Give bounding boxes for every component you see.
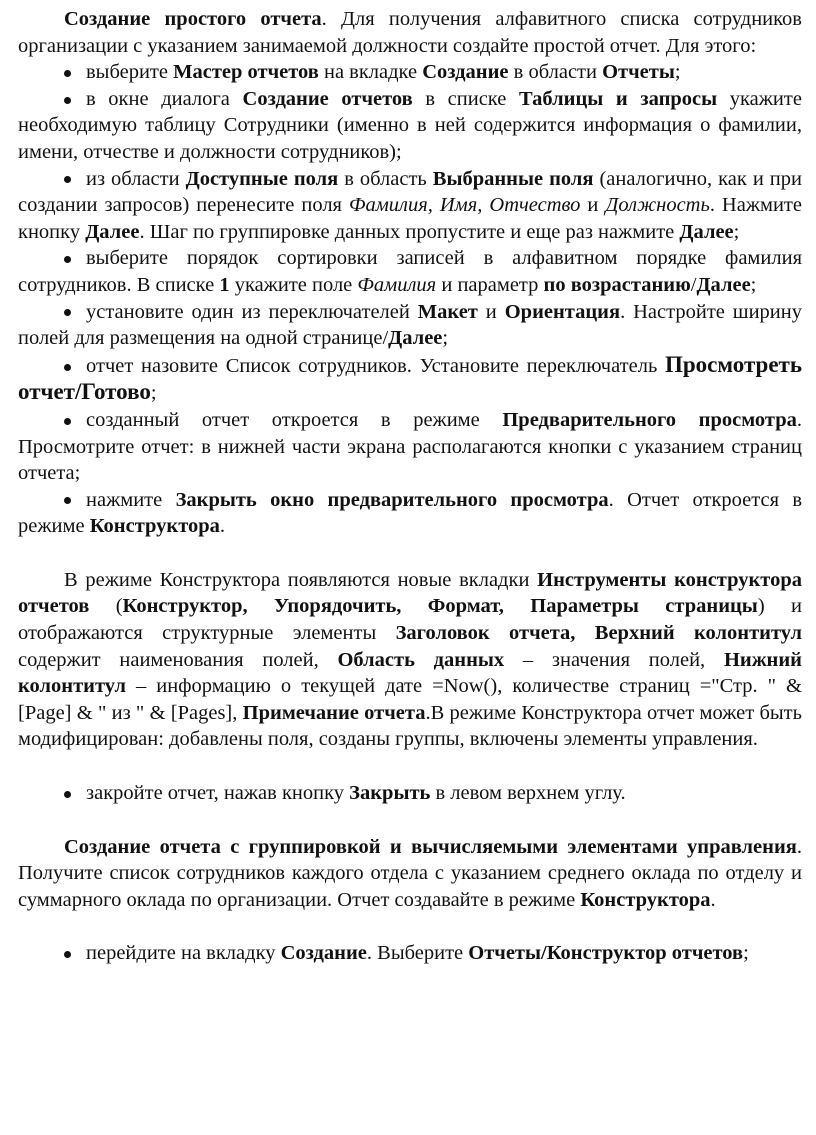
bullet-icon — [64, 780, 86, 807]
section-grouped-report-intro: Создание отчета с группировкой и вычисляемыми элементами управления. Получите список сотрудников каждого отдела с указанием среднего оклада по отделу и суммарного оклада по организации. Отчет создавайте в режиме Конструктора. — [18, 835, 802, 911]
spacer — [18, 540, 802, 567]
bullet-icon — [64, 299, 86, 326]
spacer — [18, 753, 802, 780]
bullet-icon — [64, 86, 86, 113]
section-simple-report-intro: Создание простого отчета. Для получения алфавитного списка сотрудников организации с указанием занимаемой должности создайте простой отчет. Для этого: — [18, 8, 802, 57]
bullet-icon — [64, 487, 86, 514]
section-heading: Создание отчета с группировкой и вычисляемыми элементами управления — [64, 835, 797, 858]
spacer — [18, 913, 802, 940]
bullet-item: выберите порядок сортировки записей в алфавитном порядке фамилия сотрудников. В списке 1 укажите поле Фамилия и параметр по возрастанию/Далее; — [18, 247, 802, 296]
bullet-item: выберите Мастер отчетов на вкладке Создание в области Отчеты; — [18, 59, 802, 86]
bullet-icon — [64, 407, 86, 434]
bullet-icon — [64, 166, 86, 193]
bullet-icon — [64, 59, 86, 86]
bullet-item: установите один из переключателей Макет и Ориентация. Настройте ширину полей для размещения на одной странице/Далее; — [18, 300, 802, 350]
section-heading: Создание простого отчета — [64, 8, 322, 30]
bullet-item: нажмите Закрыть окно предварительного просмотра. Отчет откроется в режиме Конструктора. — [18, 488, 803, 538]
bullet-item: созданный отчет откроется в режиме Предварительного просмотра. Просмотрите отчет: в нижней части экрана располагаются кнопки с указанием страниц отчета; — [18, 408, 802, 485]
bullet-icon — [64, 940, 86, 967]
spacer — [18, 807, 802, 834]
designer-mode-paragraph: В режиме Конструктора появляются новые вкладки Инструменты конструктора отчетов (Конструктор, Упорядочить, Формат, Параметры страницы) и отображаются структурные элементы Заголовок отчета, Верхний колонтитул содержит наименования полей, Область данных – значения полей, Нижний колонтитул – информацию о текущей дате =Now(), количестве страниц ="Стр. " & [Page] & " из " & [Pages], Примечание отчета.В режиме Конструктора отчет может быть модифицирован: добавлены поля, созданы группы, включены элементы управления. — [18, 568, 803, 751]
bullet-item: перейдите на вкладку Создание. Выберите Отчеты/Конструктор отчетов; — [18, 940, 802, 967]
bullet-icon — [64, 353, 86, 380]
bullet-icon — [64, 245, 86, 272]
bullet-item: из области Доступные поля в область Выбранные поля (аналогично, как и при создании запросов) перенесите поля Фамилия, Имя, Отчество и Должность. Нажмите кнопку Далее. Шаг по группировке данных пропустите и еще раз нажмите Далее; — [18, 167, 802, 243]
bullet-item: закройте отчет, нажав кнопку Закрыть в левом верхнем углу. — [18, 780, 802, 807]
bullet-item: отчет назовите Список сотрудников. Установите переключатель Просмотреть отчет/Готово; — [18, 351, 802, 405]
bullet-item: в окне диалога Создание отчетов в списке Таблицы и запросы укажите необходимую таблицу Сотрудники (именно в ней содержится информация о фамилии, имени, отчестве и должности сотрудников); — [18, 87, 802, 163]
